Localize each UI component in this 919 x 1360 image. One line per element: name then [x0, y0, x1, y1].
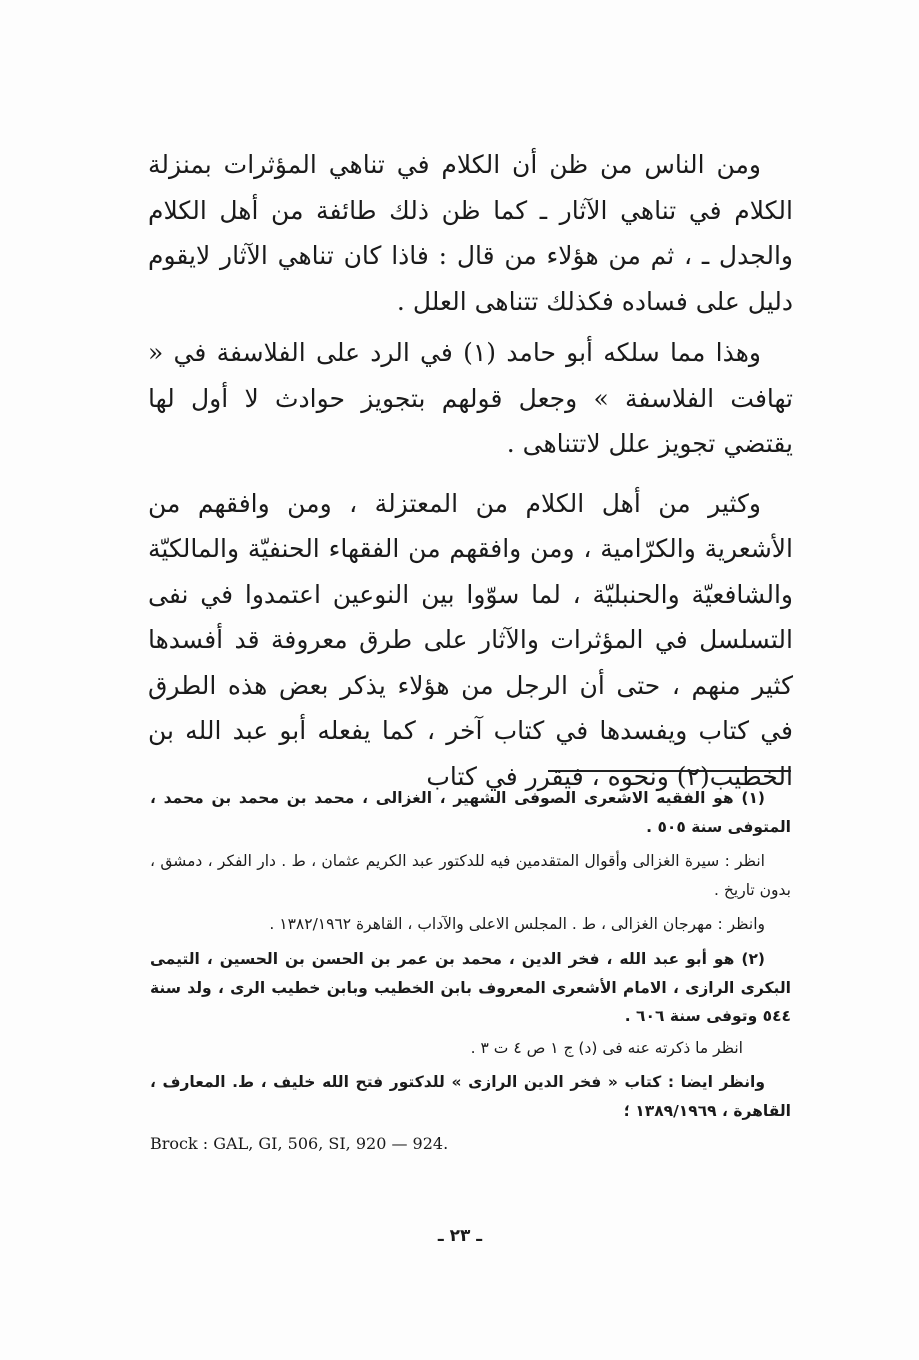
paragraph-1: ومن الناس من ظن أن الكلام في تناهي المؤثرات بمنزلة الكلام في تناهي الآثار ـ كما ظن ذلك طائفة من أهل الكلام والجدل ـ ، ثم من هؤلاء من قال : فاذا كان تناهي الآثار لايقوم دليل على فساده فكذلك تتناهى العلل .: [148, 150, 793, 316]
footnotes: [150, 784, 791, 1156]
main-text: [148, 142, 793, 799]
page-number: ـ ٢٣ ـ: [437, 1226, 483, 1246]
footnote-2-ref-1: انظر ما ذكرته عنه فى (د) ج ١ ص ٤ ت ٣ .: [470, 1038, 743, 1057]
paragraph-2: وهذا مما سلكه أبو حامد (١) في الرد على الفلاسفة في « تهافت الفلاسفة » وجعل قولهم بتجويز حوادث لا أول لها يقتضي تجويز علل لاتتناهى .: [148, 338, 793, 458]
footnote-1-intro: (١) هو الفقيه الاشعرى الصوفى الشهير ، الغزالى ، محمد بن محمد بن محمد ، المتوفى سنة ٥٠٥ .: [150, 789, 791, 836]
footnote-2-ref-2: وانظر ايضا : كتاب « فخر الدين الرازى » للدكتور فتح الله خليف ، ط. المعارف ، القاهرة ، ١٣٨٩/١٩٦٩ ؛: [150, 1073, 791, 1120]
footnote-1-ref-1: انظر : سيرة الغزالى وأقوال المتقدمين فيه للدكتور عبد الكريم عثمان ، ط . دار الفكر ، دمشق ، بدون تاريخ .: [150, 852, 791, 899]
footnote-latin-reference: Brock : GAL, GI, 506, SI, 920 — 924.: [150, 1133, 449, 1153]
footnote-1-ref-2: وانظر : مهرجان الغزالى ، ط . المجلس الاعلى والآداب ، القاهرة ١٣٨٢/١٩٦٢ .: [269, 915, 765, 934]
paragraph-3: وكثير من أهل الكلام من المعتزلة ، ومن وافقهم من الأشعرية والكرّامية ، ومن وافقهم من الفقهاء الحنفيّة والمالكيّة والشافعيّة والحنبليّة ، لما سوّوا بين النوعين اعتمدوا في نفى التسلسل في المؤثرات والآثار على طرق معروفة قد أفسدها كثير منهم ، حتى أن الرجل من هؤلاء يذكر بعض هذه الطرق في كتاب ويفسدها في كتاب آخر ، كما يفعله أبو عبد الله بن الخطيب(٢) ونحوه ، فيقرر في كتاب: [148, 488, 793, 791]
footnote-separator: [548, 770, 791, 772]
footnote-2-intro: (٢) هو أبو عبد الله ، فخر الدين ، محمد بن عمر بن الحسن بن الحسين ، التيمى البكرى الرازى ، الامام الأشعرى المعروف بابن الخطيب وبابن خطيب الرى ، ولد سنة ٥٤٤ وتوفى سنة ٦٠٦ .: [150, 949, 791, 1026]
